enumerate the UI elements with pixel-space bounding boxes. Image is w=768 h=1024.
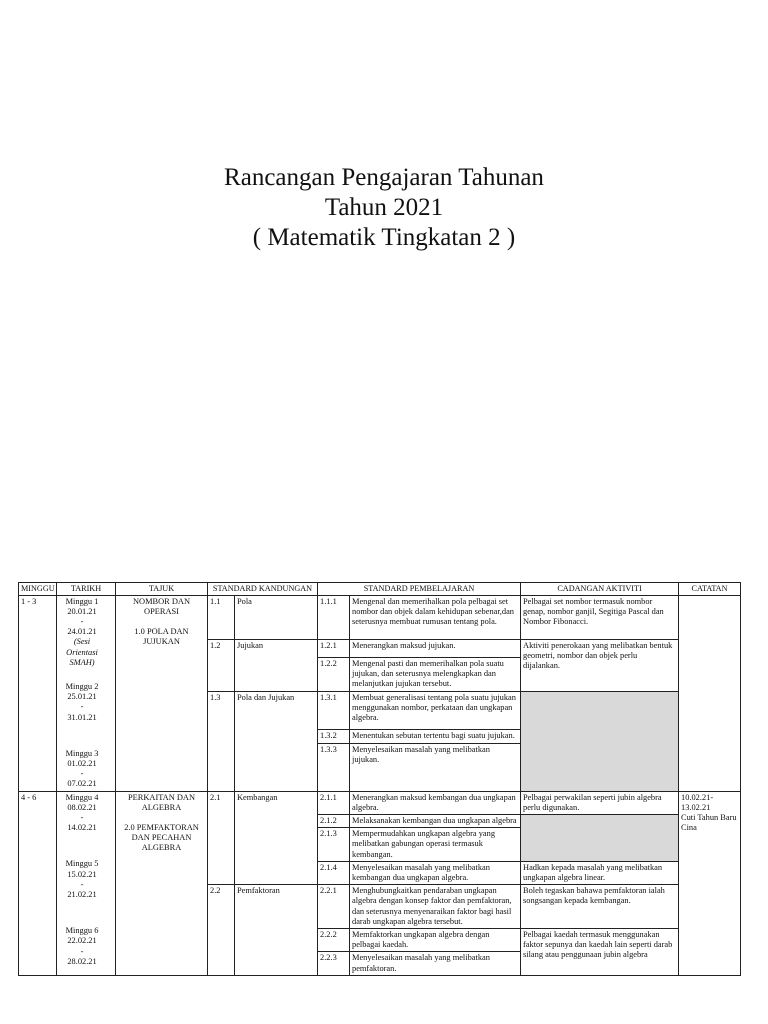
week-label: Minggu 6: [65, 926, 99, 936]
catatan-dates: 10.02.21- 13.02.21: [681, 792, 714, 812]
tajuk-topik: 1.0 POLA DAN JUJUKAN: [134, 626, 189, 647]
week-dash: -: [80, 702, 84, 712]
minggu-cell: 1 - 3: [19, 595, 57, 791]
sk-name: Pola dan Jujukan: [235, 691, 318, 791]
week-label: Minggu 2: [65, 681, 99, 691]
week-label: Minggu 4: [65, 792, 99, 802]
orientation-note: (Sesi Orientasi SMAH): [66, 637, 98, 667]
lesson-plan-table: [18, 582, 741, 976]
tajuk-cell: [116, 791, 208, 975]
week-dash: -: [80, 946, 84, 956]
sp-text: Menerangkan maksud kembangan dua ungkapan algebra.: [350, 791, 521, 814]
sp-number: 2.1.4: [318, 861, 350, 884]
aktiviti-text: Pelbagai kaedah termasuk menggunakan faktor sepunya dan kaedah lain seperti darab silang atau penggunaan jubin algebra: [521, 928, 679, 975]
tajuk-bidang: NOMBOR DAN OPERASI: [132, 596, 190, 616]
header-minggu: MINGGU: [19, 583, 57, 596]
sp-number: 2.1.1: [318, 791, 350, 814]
sp-text: Menentukan sebutan tertentu bagi suatu jujukan.: [350, 730, 521, 743]
sk-number: 2.1: [208, 791, 235, 885]
week-label: Minggu 1: [65, 596, 99, 606]
aktiviti-empty: [521, 814, 679, 861]
week-label: Minggu 3: [65, 748, 99, 758]
week-label: Minggu 5: [65, 859, 99, 869]
week-start: 25.01.21: [67, 692, 97, 702]
aktiviti-text: Pelbagai perwakilan seperti jubin algebra perlu digunakan.: [521, 791, 679, 814]
sp-number: 1.3.3: [318, 743, 350, 791]
header-row: [19, 583, 741, 596]
aktiviti-empty: [521, 691, 679, 791]
aktiviti-text: Hadkan kepada masalah yang melibatkan ungkapan algebra linear.: [521, 861, 679, 884]
sk-name: Jujukan: [235, 639, 318, 691]
sp-text: Menghubungkaitkan pendaraban ungkapan algebra dengan konsep faktor dan pemfaktoran, dan seterusnya menyenaraikan faktor bagi hasil darab ungkapan algebra tersebut.: [350, 885, 521, 929]
sp-number: 2.1.3: [318, 828, 350, 862]
week-dash: -: [80, 812, 84, 822]
sp-number: 1.1.1: [318, 595, 350, 639]
week-dash: -: [80, 879, 84, 889]
sp-number: 2.2.3: [318, 952, 350, 975]
header-catatan: CATATAN: [679, 583, 741, 596]
week-end: 24.01.21: [67, 627, 97, 637]
week-end: 31.01.21: [67, 712, 97, 722]
sp-text: Membuat generalisasi tentang pola suatu jujukan menggunakan nombor, perkataan dan ungkapan algebra.: [350, 691, 521, 730]
sk-name: Kembangan: [235, 791, 318, 885]
week-dash: -: [80, 616, 84, 626]
title-line-2: Tahun 2021: [324, 194, 444, 221]
sp-text: Menyelesaikan masalah yang melibatkan pemfaktoran.: [350, 952, 521, 975]
week-start: 08.02.21: [67, 802, 97, 812]
sp-number: 2.2.2: [318, 928, 350, 951]
aktiviti-text: Aktiviti penerokaan yang melibatkan bentuk geometri, nombor dan objek perlu dijalankan.: [521, 639, 679, 691]
aktiviti-text: Pelbagai set nombor termasuk nombor genap, nombor ganjil, Segitiga Pascal dan Nombor Fibonacci.: [521, 595, 679, 639]
header-tajuk: TAJUK: [116, 583, 208, 596]
week-dash: -: [80, 769, 84, 779]
sp-text: Menyelesaikan masalah yang melibatkan kembangan dua ungkapan algebra.: [350, 861, 521, 884]
title-line-3: ( Matematik Tingkatan 2 ): [252, 224, 516, 251]
week-start: 01.02.21: [67, 758, 97, 768]
sk-number: 1.2: [208, 639, 235, 691]
sp-number: 2.1.2: [318, 814, 350, 827]
sp-number: 1.2.1: [318, 639, 350, 657]
sk-number: 1.3: [208, 691, 235, 791]
table-row: [19, 791, 741, 814]
tajuk-topik: 2.0 PEMFAKTORAN DAN PECAHAN ALGEBRA: [124, 822, 199, 853]
sp-number: 1.2.2: [318, 657, 350, 691]
sk-number: 1.1: [208, 595, 235, 639]
document-title: [0, 163, 768, 253]
sp-text: Menerangkan maksud jujukan.: [350, 639, 521, 657]
tarikh-cell: [57, 791, 116, 975]
tajuk-cell: [116, 595, 208, 791]
table-row: [19, 595, 741, 639]
week-end: 07.02.21: [67, 779, 97, 789]
sk-name: Pemfaktoran: [235, 885, 318, 976]
sp-number: 1.3.2: [318, 730, 350, 743]
sp-text: Mengenal pasti dan memerihalkan pola suatu jujukan, dan seterusnya melengkapkan dan melanjutkan jujukan tersebut.: [350, 657, 521, 691]
sk-number: 2.2: [208, 885, 235, 976]
week-start: 15.02.21: [67, 869, 97, 879]
sp-number: 1.3.1: [318, 691, 350, 730]
week-end: 21.02.21: [67, 889, 97, 899]
catatan-cell: [679, 791, 741, 975]
catatan-text: Cuti Tahun Baru Cina: [681, 812, 737, 833]
sp-text: Mengenal dan memerihalkan pola pelbagai set nombor dan objek dalam kehidupan sebenar,dan seterusnya membuat rumusan tentang pola.: [350, 595, 521, 639]
aktiviti-text: Boleh tegaskan bahawa pemfaktoran ialah songsangan kepada kembangan.: [521, 885, 679, 929]
week-end: 28.02.21: [67, 956, 97, 966]
title-line-1: Rancangan Pengajaran Tahunan: [224, 164, 544, 191]
tarikh-cell: [57, 595, 116, 791]
sk-name: Pola: [235, 595, 318, 639]
tajuk-bidang: PERKAITAN DAN ALGEBRA: [127, 792, 196, 812]
week-end: 14.02.21: [67, 823, 97, 833]
week-start: 22.02.21: [67, 936, 97, 946]
header-standard-pembelajaran: STANDARD PEMBELAJARAN: [318, 583, 521, 596]
header-tarikh: TARIKH: [57, 583, 116, 596]
sp-text: Memfaktorkan ungkapan algebra dengan pelbagai kaedah.: [350, 928, 521, 951]
sp-text: Menyelesaikan masalah yang melibatkan jujukan.: [350, 743, 521, 791]
sp-text: Mempermudahkan ungkapan algebra yang melibatkan gabungan operasi termasuk kembangan.: [350, 828, 521, 862]
header-cadangan-aktiviti: CADANGAN AKTIVITI: [521, 583, 679, 596]
sp-number: 2.2.1: [318, 885, 350, 929]
catatan-cell: [679, 595, 741, 791]
week-start: 20.01.21: [67, 606, 97, 616]
minggu-cell: 4 - 6: [19, 791, 57, 975]
sp-text: Melaksanakan kembangan dua ungkapan algebra: [350, 814, 521, 827]
header-standard-kandungan: STANDARD KANDUNGAN: [208, 583, 318, 596]
